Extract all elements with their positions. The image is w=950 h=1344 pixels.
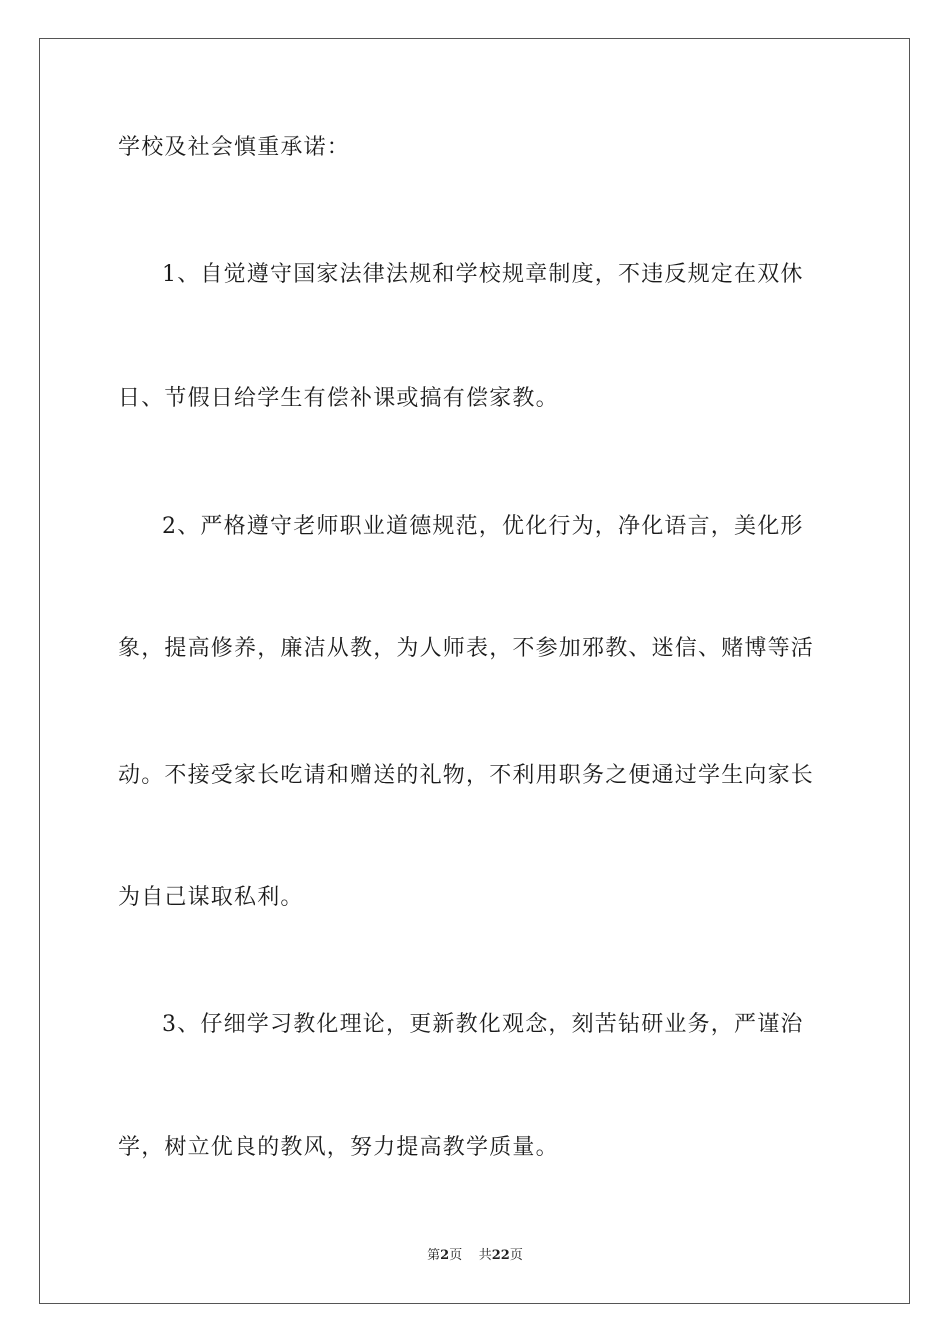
text-line-4: 2、严格遵守老师职业道德规范，优化行为，净化语言，美化形 [162, 514, 804, 539]
footer-total-prefix: 共 [478, 1248, 492, 1263]
text-line-6: 动。不接受家长吃请和赠送的礼物，不利用职务之便通过学生向家长 [118, 763, 815, 788]
footer-page-suffix: 页 [449, 1248, 463, 1263]
footer-page-number: 2 [440, 1248, 450, 1263]
page-footer [0, 1248, 950, 1264]
page-frame [39, 38, 910, 1304]
footer-total-suffix: 页 [509, 1248, 523, 1263]
text-line-7: 为自己谋取私利。 [118, 885, 304, 910]
text-line-9: 学，树立优良的教风，努力提高教学质量。 [118, 1135, 559, 1160]
text-line-3: 日、节假日给学生有偿补课或搞有偿家教。 [118, 386, 559, 411]
footer-page-prefix: 第 [427, 1248, 441, 1263]
text-line-2: 1、自觉遵守国家法律法规和学校规章制度，不违反规定在双休 [162, 262, 804, 287]
text-line-5: 象，提高修养，廉洁从教，为人师表，不参加邪教、迷信、赌博等活 [118, 636, 815, 661]
footer-total-pages: 22 [491, 1248, 510, 1263]
text-line-8: 3、仔细学习教化理论，更新教化观念，刻苦钻研业务，严谨治 [162, 1012, 804, 1037]
text-line-1: 学校及社会慎重承诺： [118, 135, 351, 160]
